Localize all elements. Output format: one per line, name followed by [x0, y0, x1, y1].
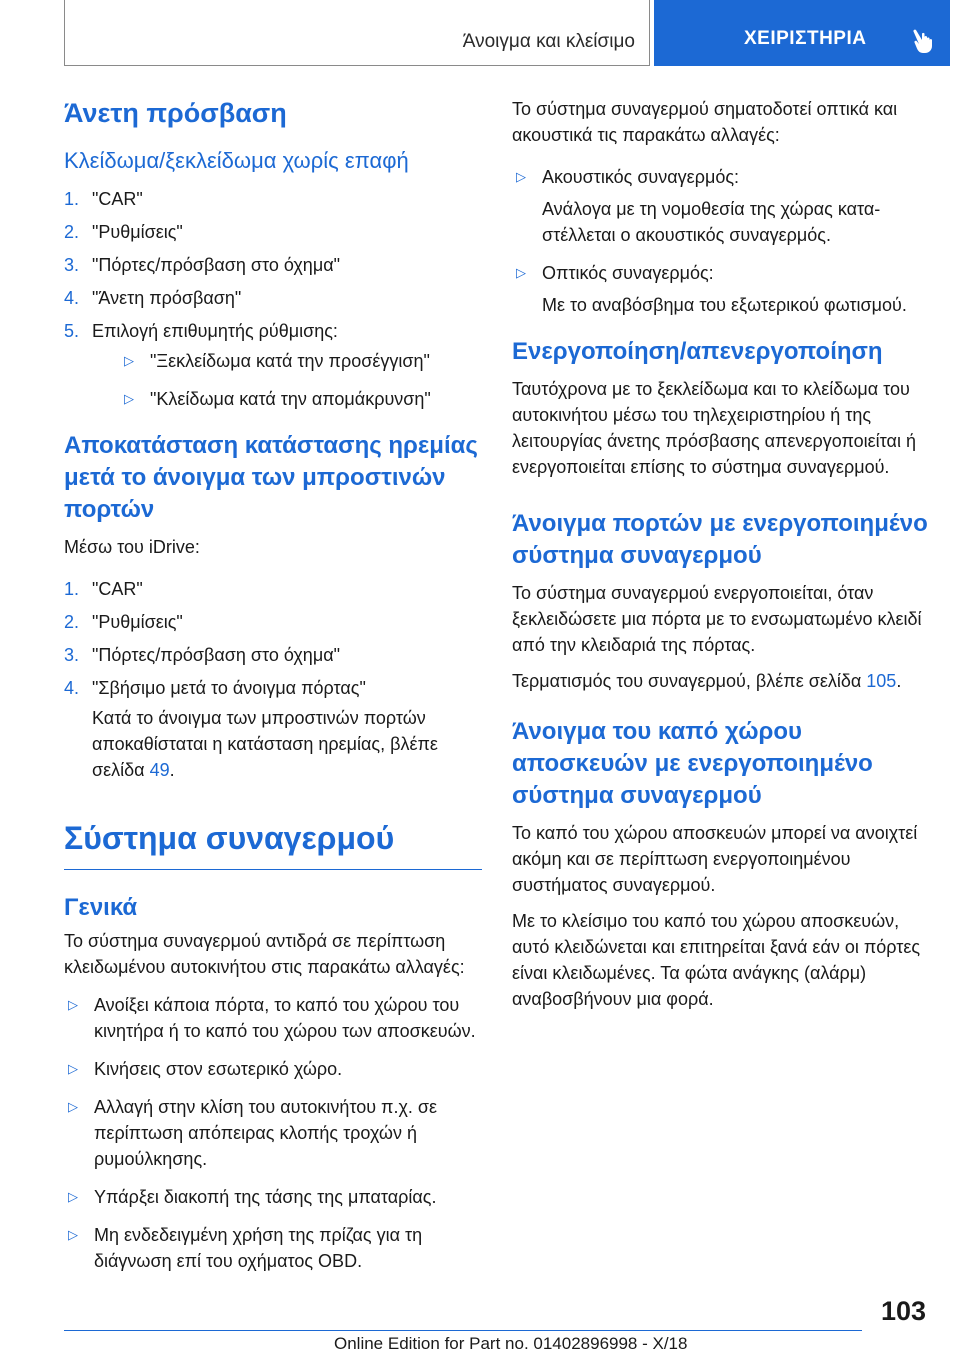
header-manual-tab[interactable]	[654, 0, 950, 66]
list-item: 1. "CAR"	[64, 579, 143, 599]
page-reference-link[interactable]: 105	[866, 671, 897, 691]
keyless-steps	[64, 186, 482, 412]
doors-text: Το σύστημα συναγερμού ενεργοποιείται, όταν ξεκλειδώσετε μια πόρτα με το ενσωματωμένο κλειδί από την κλειδαριά της πόρτας.	[512, 583, 922, 655]
restore-steps	[64, 576, 482, 783]
trunk-text-2: Με το κλείσιμο του καπό του χώρου αποσκευών, αυτό κλειδώνεται και επιτηρείται ξανά εάν οι πόρτες είναι κλειδωμένες. Τα φώτα ανάγκης (αλάρμ) αναβοσβήνουν μια φορά.	[512, 911, 921, 1009]
list-item: 3. "Πόρτες/πρόσβαση στο όχημα"	[64, 645, 340, 665]
via-idrive-text: Μέσω του iDrive:	[64, 537, 200, 557]
heading-general: Γενικά	[64, 894, 138, 921]
heading-easy-access: Άνετη πρόσβαση	[64, 98, 287, 128]
page-number: 103	[880, 1296, 926, 1326]
heading-keyless: Κλείδωμα/ξεκλείδωμα χωρίς επαφή	[64, 148, 409, 173]
list-item: ▷ Υπάρξει διακοπή της τάσης της μπαταρίας.	[68, 1187, 437, 1207]
footer-divider	[64, 1330, 862, 1331]
trunk-text-1: Το καπό του χώρου αποσκευών μπορεί να ανοιχτεί ακόμη και σε περίπτωση ενεργοποιημένου συστήματος συναγερμού.	[512, 823, 918, 895]
acoustic-text: Ανάλογα με τη νομοθεσία της χώρας καταστέλλεται ο ακουστικός συναγερμός.	[542, 199, 881, 245]
list-item: ▷ Κινήσεις στον εσωτερικό χώρο.	[68, 1059, 343, 1079]
list-item: ▷ "Ξεκλείδωμα κατά την προσέγγιση"	[124, 351, 430, 371]
keyless-options	[120, 348, 482, 412]
footer-edition: Online Edition for Part no. 01402896998 - X/18	[334, 1334, 688, 1353]
restore-note: Κατά το άνοιγμα των μπροστινών πορτών αποκαθίσταται η κατάσταση ηρεμίας, βλέπε σελίδα 49.	[92, 708, 438, 780]
heading-open-doors-armed: Άνοιγμα πορτών με ενεργοποιημένο σύστημα συναγερμού	[512, 510, 928, 569]
alarm-type-list	[512, 164, 932, 318]
general-intro: Το σύστημα συναγερμού αντιδρά σε περίπτωση κλειδωμένου αυτοκινήτου στις παρακάτω αλλαγές:	[64, 931, 465, 977]
pointing-hand-icon	[912, 28, 936, 54]
alarm-trigger-list	[64, 992, 482, 1274]
optical-text: Με το αναβόσβημα του εξωτερικού φωτισμού.	[542, 295, 907, 315]
list-item: 2. "Ρυθμίσεις"	[64, 222, 183, 242]
list-item: ▷ Ακουστικός συναγερμός: Ανάλογα με τη νομοθεσία της χώρας καταστέλλεται ο ακουστικός συναγερμός.	[512, 164, 932, 248]
list-item: ▷ Οπτικός συναγερμός: Με το αναβόσβημα του εξωτερικού φωτισμού.	[512, 260, 932, 318]
signal-intro: Το σύστημα συναγερμού σηματοδοτεί οπτικά και ακουστικά τις παρακάτω αλλαγές:	[512, 99, 898, 145]
list-item: 5. Επιλογή επιθυμητής ρύθμισης: ▷ "Ξεκλείδωμα κατά την προσέγγιση" ▷ "Κλείδωμα κατά την απομάκρυνση"	[64, 318, 482, 412]
heading-open-trunk-armed: Άνοιγμα του καπό χώρου αποσκευών με ενεργοποιημένο σύστημα συναγερμού	[512, 718, 873, 809]
list-item: 2. "Ρυθμίσεις"	[64, 612, 183, 632]
list-item: 1. "CAR"	[64, 189, 143, 209]
heading-restore-idle: Αποκατάσταση κατάστασης ηρεμίας μετά το άνοιγμα των μπροστινών πορτών	[64, 432, 478, 523]
list-item: ▷ Αλλαγή στην κλίση του αυτοκινήτου π.χ. σε περίπτωση απόπειρας κλοπής τροχών ή ρυμούλκησης.	[68, 1097, 438, 1169]
list-item: ▷ Μη ενδεδειγμένη χρήση της πρίζας για τη διάγνωση επί του οχήματος OBD.	[68, 1225, 423, 1271]
list-item: ▷ Ανοίξει κάποια πόρτα, το καπό του χώρου του κινητήρα ή το καπό του χώρου των αποσκευών.	[68, 995, 476, 1041]
doors-end-text: Τερματισμός του συναγερμού, βλέπε σελίδα 105.	[512, 671, 902, 691]
right-column	[512, 96, 932, 1012]
list-item: 3. "Πόρτες/πρόσβαση στο όχημα"	[64, 255, 340, 275]
list-item: 4. "Άνετη πρόσβαση"	[64, 288, 242, 308]
heading-activation: Ενεργοποίηση/απενεργοποίηση	[512, 338, 883, 365]
list-item: ▷ "Κλείδωμα κατά την απομάκρυνση"	[124, 389, 431, 409]
header-manual-label: ΧΕΙΡΙΣΤΗΡΙΑ	[744, 28, 867, 49]
page-reference-link[interactable]: 49	[149, 760, 170, 780]
left-column	[64, 96, 482, 1286]
activation-text: Ταυτόχρονα με το ξεκλείδωμα και το κλείδωμα του αυτοκινήτου μέσω του τηλεχειριστηρίου ή της λειτουργίας άνετης πρόσβασης απενεργοποιείται ή ενεργοποιείται επίσης το σύστημα συναγερμού.	[512, 379, 916, 477]
list-item: 4. "Σβήσιμο μετά το άνοιγμα πόρτας" Κατά το άνοιγμα των μπροστινών πορτών αποκαθίσταται η κατάσταση ηρεμίας, βλέπε σελίδα 49.	[64, 675, 482, 783]
header-section-title: Άνοιγμα και κλείσιμο	[462, 31, 635, 52]
heading-alarm-system: Σύστημα συναγερμού	[64, 817, 482, 870]
header-section-box	[64, 0, 650, 66]
